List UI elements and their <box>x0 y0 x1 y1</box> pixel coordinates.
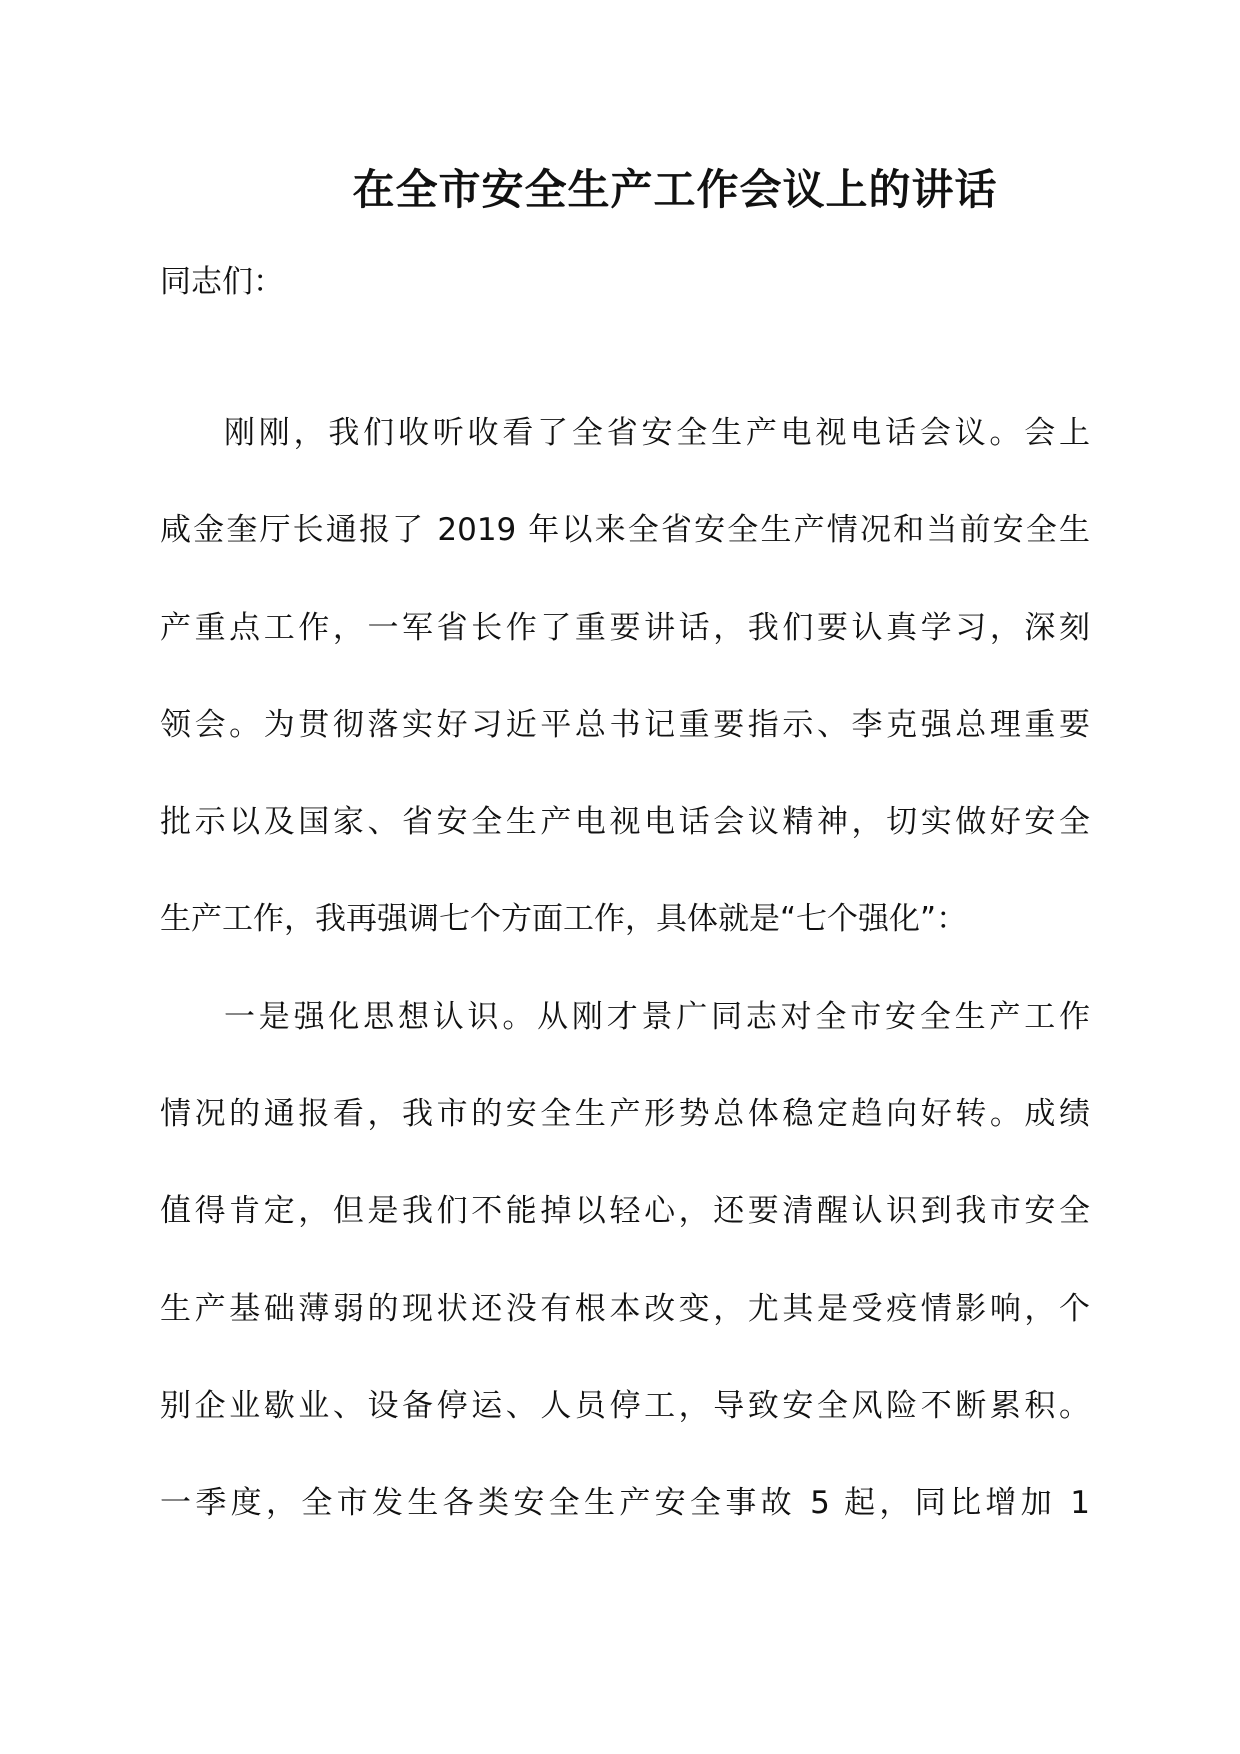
paragraph-line: 值得肯定，但是我们不能掉以轻心，还要清醒认识到我市安全 <box>160 1193 1090 1230</box>
document-title: 在全市安全生产工作会议上的讲话 <box>352 165 998 214</box>
paragraph-line: 咸金奎厅长通报了 2019 年以来全省安全生产情况和当前安全生 <box>160 512 1090 549</box>
paragraph-line: 情况的通报看，我市的安全生产形势总体稳定趋向好转。成绩 <box>160 1096 1090 1133</box>
paragraph-line: 一季度，全市发生各类安全生产安全事故 5 起，同比增加 1 <box>160 1485 1090 1522</box>
paragraph-line: 生产基础薄弱的现状还没有根本改变，尤其是受疫情影响，个 <box>160 1290 1090 1327</box>
paragraph-1 <box>160 385 1090 969</box>
paragraph-line: 领会。为贯彻落实好习近平总书记重要指示、李克强总理重要 <box>160 706 1090 743</box>
document-body <box>160 385 1090 1553</box>
salutation: 同志们： <box>160 264 284 300</box>
paragraph-line: 别企业歇业、设备停运、人员停工，导致安全风险不断累积。 <box>160 1387 1090 1424</box>
paragraph-line: 生产工作，我再强调七个方面工作，具体就是“七个强化”： <box>160 901 968 938</box>
paragraph-line: 批示以及国家、省安全生产电视电话会议精神，切实做好安全 <box>160 804 1090 841</box>
paragraph-line: 刚刚，我们收听收看了全省安全生产电视电话会议。会上 <box>224 415 1090 451</box>
paragraph-line: 一是强化思想认识。从刚才景广同志对全市安全生产工作 <box>224 998 1090 1035</box>
paragraph-line: 产重点工作，一军省长作了重要讲话，我们要认真学习，深刻 <box>160 609 1090 646</box>
paragraph-2 <box>160 969 1090 1553</box>
